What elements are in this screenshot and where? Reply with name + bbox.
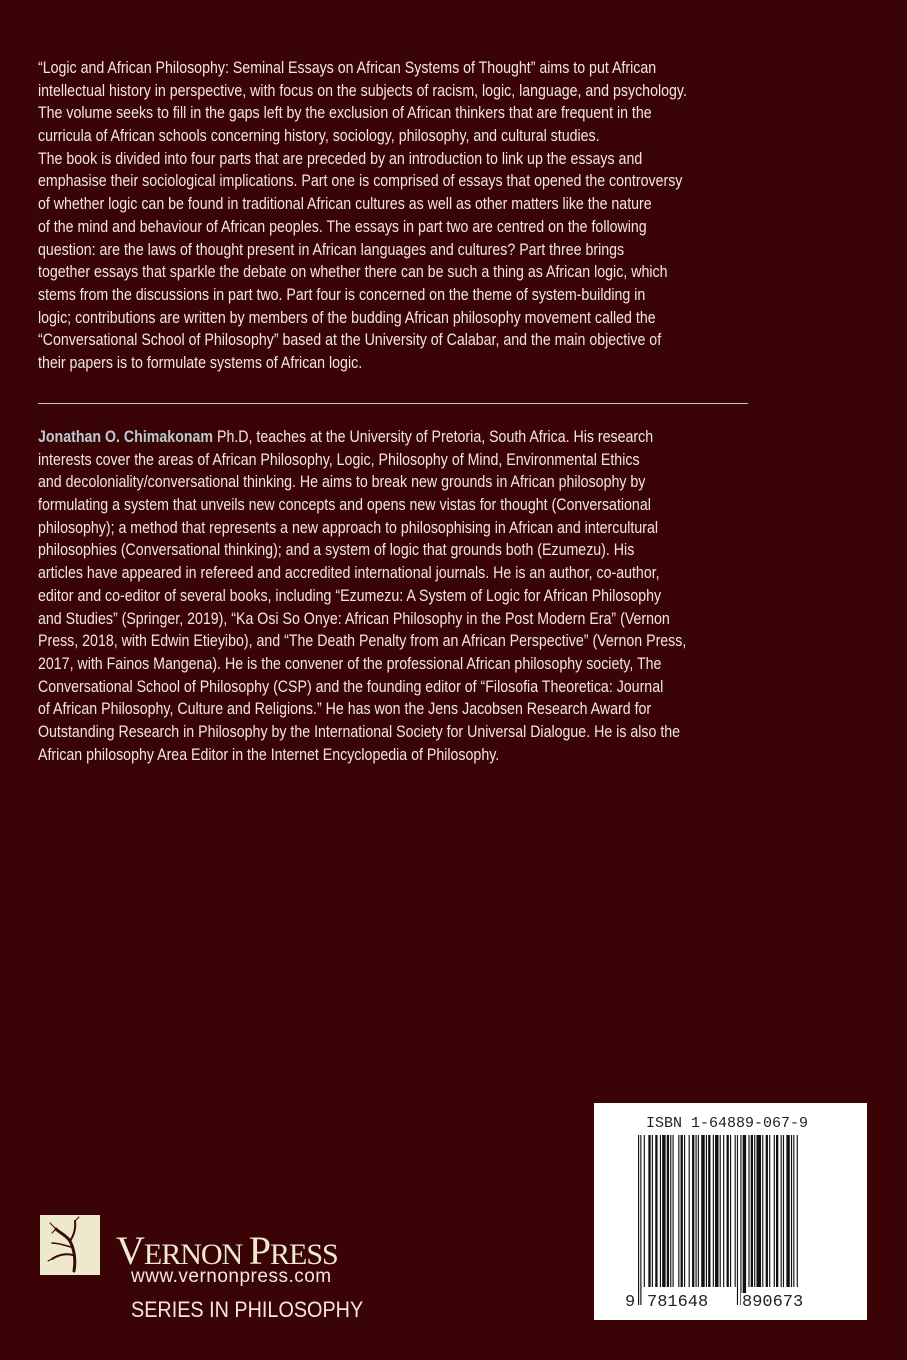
- barcode-bar: [751, 1135, 753, 1287]
- blurb-line: “Conversational School of Philosophy” based at the University of Calabar, and the main objective of: [38, 331, 662, 350]
- bio-line: articles have appeared in refereed and accredited international journals. He is an author, co-author,: [38, 564, 660, 583]
- barcode-bar: [696, 1135, 697, 1287]
- bio-line: formulating a system that unveils new concepts and opens new vistas for thought (Conversational: [38, 496, 651, 515]
- blurb-line: together essays that sparkle the debate on whether there can be such a thing as African logic, which: [38, 263, 668, 282]
- barcode-bar: [766, 1135, 768, 1287]
- barcode-bar: [776, 1135, 778, 1287]
- barcode-bar: [640, 1135, 641, 1305]
- barcode-bar: [662, 1135, 665, 1287]
- blurb-line: question: are the laws of thought present in African languages and cultures? Part three brings: [38, 240, 625, 259]
- barcode-bar: [681, 1135, 683, 1287]
- barcode-bar: [689, 1135, 690, 1287]
- barcode-bar: [786, 1135, 789, 1287]
- blurb-line: of whether logic can be found in traditional African cultures as well as other matters like the nature: [38, 195, 652, 214]
- barcode-bar: [684, 1135, 685, 1287]
- barcode-bar: [783, 1135, 784, 1287]
- bio-line: editor and co-editor of several books, including “Ezumezu: A System of Logic for African Philosophy: [38, 586, 662, 605]
- author-bio: [38, 426, 686, 766]
- barcode-bar: [678, 1135, 679, 1287]
- bio-line: interests cover the areas of African Philosophy, Logic, Philosophy of Mind, Environmental Ethics: [38, 450, 640, 469]
- divider: [38, 403, 748, 404]
- barcode-bar: [762, 1135, 763, 1287]
- barcode-bar: [715, 1135, 718, 1287]
- barcode-bar: [737, 1135, 738, 1305]
- barcode-bar: [723, 1135, 724, 1287]
- barcode-bar: [652, 1135, 653, 1287]
- bio-line: philosophies (Conversational thinking); and a system of logic that grounds both (Ezumezu). His: [38, 541, 635, 560]
- barcode-bar: [754, 1135, 755, 1287]
- publisher-url: www.vernonpress.com: [131, 1266, 332, 1287]
- barcode-bar: [735, 1135, 736, 1287]
- barcode-bar: [793, 1135, 794, 1287]
- isbn-barcode: [594, 1103, 867, 1320]
- bio-line: African philosophy Area Editor in the Internet Encyclopedia of Philosophy.: [38, 745, 500, 764]
- barcode-bar: [638, 1135, 639, 1305]
- barcode-bar: [708, 1135, 710, 1287]
- barcode-bar: [655, 1135, 657, 1287]
- bio-line: philosophy); a method that represents a new approach to philosophising in African and intercultural: [38, 518, 659, 537]
- blurb-line: “Logic and African Philosophy: Seminal Essays on African Systems of Thought” aims to put African: [38, 59, 657, 77]
- ean-left-digits: 781648: [647, 1293, 709, 1312]
- barcode-bar: [670, 1135, 671, 1287]
- bio-line: and decoloniality/conversational thinking. He aims to break new grounds in African philosophy by: [38, 473, 646, 492]
- series-name: SERIES IN PHILOSOPHY: [131, 1297, 364, 1322]
- barcode-bar: [756, 1135, 761, 1287]
- barcode-bar: [774, 1135, 775, 1287]
- barcode-bar: [797, 1135, 798, 1287]
- barcode-bar: [769, 1135, 770, 1287]
- barcode-bar: [730, 1135, 731, 1287]
- blurb-line: curricula of African schools concerning history, sociology, philosophy, and cultural studies.: [38, 127, 600, 146]
- bio-line: Jonathan O. Chimakonam Ph.D, teaches at the University of Pretoria, South Africa. His research: [38, 428, 654, 446]
- author-name: Jonathan O. Chimakonam: [38, 428, 214, 446]
- book-blurb: [38, 57, 687, 375]
- barcode-bar: [644, 1135, 645, 1287]
- blurb-line: stems from the discussions in part two. Part four is concerned on the theme of system-building in: [38, 285, 646, 304]
- vernon-press-tree-logo: [40, 1215, 100, 1275]
- blurb-line: of the mind and behaviour of African peoples. The essays in part two are centred on the following: [38, 217, 647, 236]
- blurb-line: logic; contributions are written by members of the budding African philosophy movement called the: [38, 308, 656, 327]
- publisher-name: VERNON PRESS: [116, 1228, 338, 1273]
- ean-right-digits: 890673: [742, 1293, 804, 1312]
- barcode-bar: [706, 1135, 707, 1287]
- barcode-bar: [660, 1135, 661, 1287]
- blurb-line: their papers is to formulate systems of African logic.: [38, 353, 363, 372]
- barcode-bars: [638, 1135, 842, 1305]
- bio-line: Conversational School of Philosophy (CSP) and the founding editor of “Filosofia Theoretica: Journal: [38, 677, 664, 696]
- barcode-bar: [667, 1135, 669, 1287]
- barcode-bar: [701, 1135, 704, 1287]
- barcode-bar: [748, 1135, 749, 1287]
- barcode-bar: [781, 1135, 782, 1287]
- barcode-bar: [740, 1135, 741, 1305]
- blurb-line: intellectual history in perspective, with focus on the subjects of racism, logic, language, and psychology.: [38, 81, 687, 100]
- barcode-bar: [692, 1135, 694, 1287]
- barcode-bar: [673, 1135, 674, 1287]
- barcode-bar: [698, 1135, 699, 1287]
- tree-icon: [40, 1215, 100, 1275]
- bio-line: 2017, with Fainos Mangena). He is the convener of the professional African philosophy society, The: [38, 654, 662, 673]
- barcode-bar: [743, 1135, 746, 1305]
- barcode-bar: [727, 1135, 729, 1287]
- barcode-bar: [648, 1135, 650, 1287]
- blurb-line: The volume seeks to fill in the gaps left by the exclusion of African thinkers that are frequent in the: [38, 104, 652, 123]
- bio-line: Outstanding Research in Philosophy by the International Society for Universal Dialogue. He is also the: [38, 722, 681, 741]
- blurb-line: emphasise their sociological implications. Part one is comprised of essays that opened the controversy: [38, 172, 683, 191]
- barcode-bar: [720, 1135, 721, 1287]
- barcode-bar: [713, 1135, 714, 1287]
- isbn-label: ISBN 1-64889-067-9: [646, 1115, 809, 1132]
- bio-line: Press, 2018, with Edwin Etieyibo), and “The Death Penalty from an African Perspective” (Vernon Press,: [38, 632, 687, 651]
- blurb-line: The book is divided into four parts that are preceded by an introduction to link up the essays and: [38, 149, 643, 168]
- ean-first-digit: 9: [625, 1293, 636, 1312]
- bio-line: of African Philosophy, Culture and Religions.” He has won the Jens Jacobsen Research Award for: [38, 700, 652, 719]
- bio-line: and Studies” (Springer, 2019), “Ka Osi So Onye: African Philosophy in the Post Modern Era” (Vernon: [38, 609, 670, 628]
- barcode-bar: [791, 1135, 792, 1287]
